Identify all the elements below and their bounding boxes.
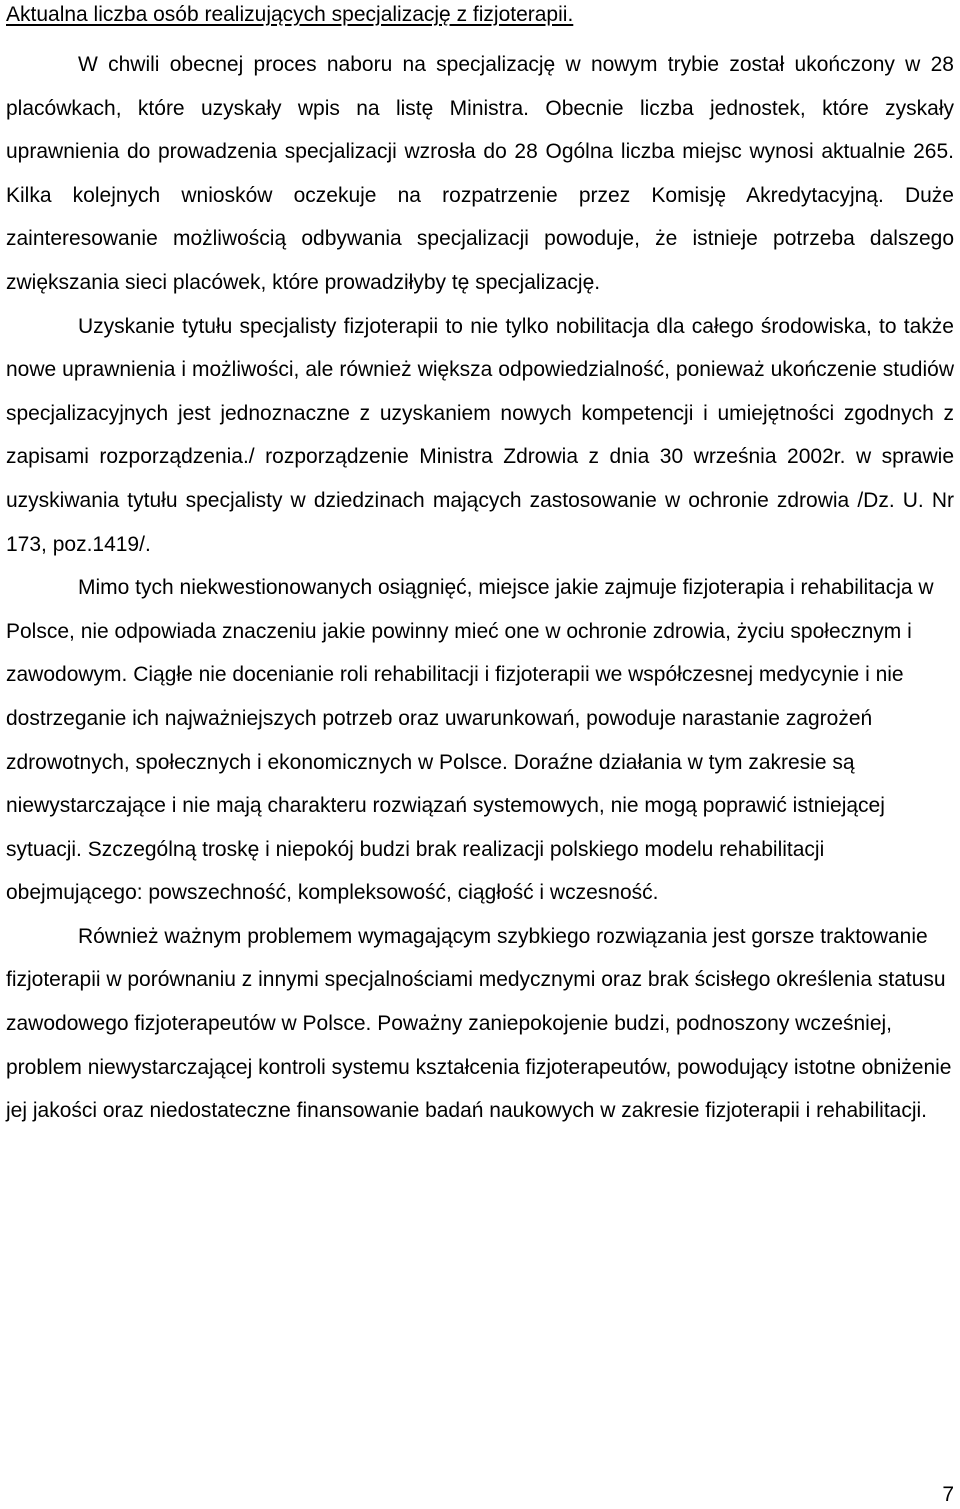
page-number: 7 — [942, 1483, 954, 1506]
paragraph-additional-problems: Również ważnym problemem wymagającym szybkiego rozwiązania jest gorsze traktowanie fizjoterapii w porównaniu z innymi specjalnościami medycznymi oraz brak ścisłego określenia statusu zawodowego fizjoterapeutów w Polsce. Poważny zaniepokojenie budzi, podnoszony wcześniej, problem niewystarczającej kontroli systemu kształcenia fizjoterapeutów, powodujący istotne obniżenie jej jakości oraz niedostateczne finansowanie badań naukowych w zakresie fizjoterapii i rehabilitacji. — [6, 924, 952, 1123]
paragraph-specialization-recruitment: W chwili obecnej proces naboru na specjalizację w nowym trybie został ukończony w 28 placówkach, które uzyskały wpis na listę Ministra. Obecnie liczba jednostek, które zyskały uprawnienia do prowadzenia specjalizacji wzrosła do 28 Ogólna liczba miejsc wynosi aktualnie 265. Kilka kolejnych wniosków oczekuje na rozpatrzenie przez Komisję Akredytacyjną. Duże zainteresowanie możliwością odbywania specjalizacji powoduje, że istnieje potrzeba dalszego zwiększania sieci placówek, które prowadziłyby tę specjalizację. — [6, 53, 954, 294]
paragraph-rehabilitation-position: Mimo tych niekwestionowanych osiągnięć, miejsce jakie zajmuje fizjoterapia i rehabilitacja w Polsce, nie odpowiada znaczeniu jakie powinny mieć one w ochronie zdrowia, życiu społecznym i zawodowym. Ciągłe nie docenianie roli rehabilitacji i fizjoterapii we współczesnej medycynie i nie dostrzeganie ich najważniejszych potrzeb oraz uwarunkowań, powoduje narastanie zagrożeń zdrowotnych, społecznych i ekonomicznych w Polsce. Doraźne działania w tym zakresie są niewystarczające i nie mają charakteru rozwiązań systemowych, nie mogą poprawić istniejącej sytuacji. Szczególną troskę i niepokój budzi brak realizacji polskiego modelu rehabilitacji obejmującego: powszechność, kompleksowość, ciągłość i wczesność. — [6, 576, 934, 905]
section-heading: Aktualna liczba osób realizujących specjalizację z fizjoterapii. — [6, 3, 574, 26]
paragraph-specialist-title: Uzyskanie tytułu specjalisty fizjoterapii to nie tylko nobilitacja dla całego środowiska, to także nowe uprawnienia i możliwości, ale również większa odpowiedzialność, ponieważ ukończenie studiów specjalizacyjnych jest jednoznaczne z uzyskaniem nowych kompetencji i umiejętności zgodnych z zapisami rozporządzenia./ rozporządzenie Ministra Zdrowia z dnia 30 września 2002r. w sprawie uzyskiwania tytułu specjalisty w dziedzinach mających zastosowanie w ochronie zdrowia /Dz. U. Nr 173, poz.1419/. — [6, 314, 954, 556]
